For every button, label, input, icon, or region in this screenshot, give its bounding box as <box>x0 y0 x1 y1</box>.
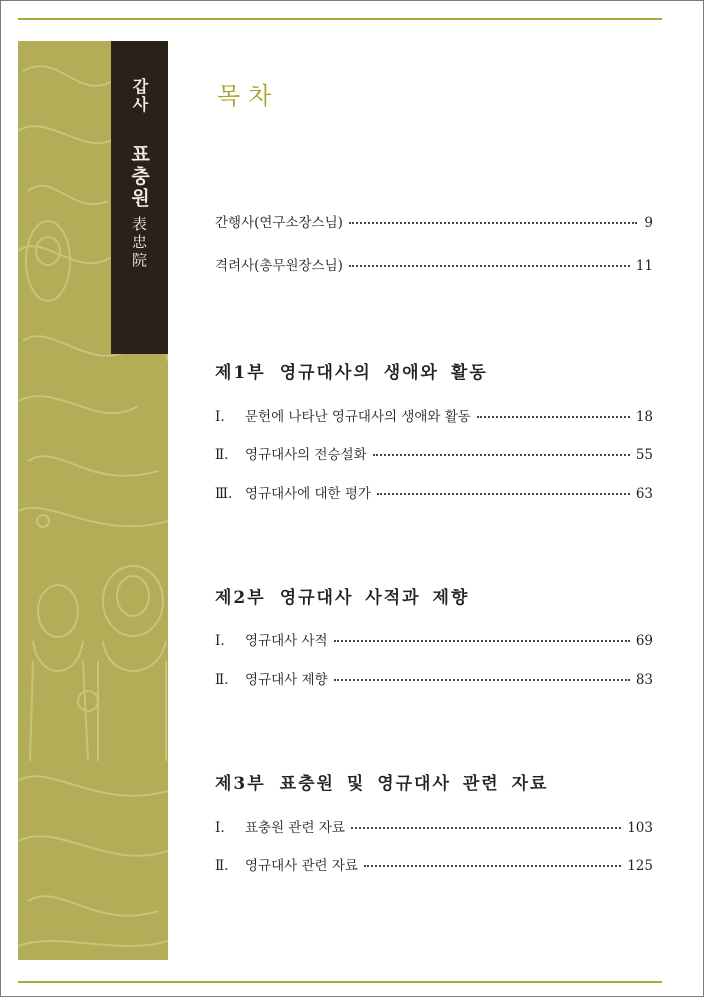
dot-leader <box>349 264 630 267</box>
part-title: 표충원 및 영규대사 관련 자료 <box>279 774 549 794</box>
toc-entry-title: 간행사(연구소장스님) <box>215 215 343 231</box>
toc-entry-title: 영규대사 제향 <box>245 672 328 688</box>
toc-entry-title: 영규대사 관련 자료 <box>245 858 358 874</box>
toc-entry-page: 69 <box>635 633 653 649</box>
dot-leader <box>364 864 621 867</box>
dot-leader <box>334 639 630 642</box>
volume-title-hanja: 表忠院 <box>130 216 148 270</box>
dot-leader <box>351 826 621 829</box>
toc-entry-number: Ⅱ. <box>215 858 229 874</box>
toc-entry-page: 11 <box>635 258 653 274</box>
toc-entry[interactable] <box>215 816 653 838</box>
part-heading <box>215 358 488 383</box>
part-label: 제1부 <box>215 363 266 383</box>
dot-leader <box>349 221 637 224</box>
part-heading <box>215 583 469 608</box>
bottom-rule <box>18 981 662 983</box>
toc-entry[interactable] <box>215 254 653 276</box>
toc-entry-page: 125 <box>627 858 653 874</box>
toc-entry-page: 18 <box>635 409 653 425</box>
part-title: 영규대사의 생애와 활동 <box>279 363 488 383</box>
toc-heading: 목차 <box>217 82 280 110</box>
toc-entry-title: 격려사(총무원장스님) <box>215 258 343 274</box>
toc-entry-title: 표충원 관련 자료 <box>245 820 345 836</box>
dot-leader <box>334 678 630 681</box>
toc-entry-title: 영규대사에 대한 평가 <box>245 486 371 502</box>
toc-entry-page: 9 <box>644 215 653 231</box>
toc-entry[interactable] <box>215 854 653 876</box>
toc-entry-number: Ⅰ. <box>215 633 225 649</box>
toc-entry[interactable] <box>215 405 653 427</box>
toc-entry-number: Ⅰ. <box>215 820 225 836</box>
toc-entry-title: 영규대사의 전승설화 <box>245 447 367 463</box>
volume-title: 표충원 <box>128 144 150 210</box>
toc-entry-title: 문헌에 나타난 영규대사의 생애와 활동 <box>245 409 471 425</box>
toc-entry[interactable] <box>215 211 653 233</box>
dot-leader <box>477 415 630 418</box>
toc-entry[interactable] <box>215 668 653 690</box>
part-title: 영규대사 사적과 제향 <box>279 588 470 608</box>
toc-entry[interactable] <box>215 629 653 651</box>
toc-entry-page: 55 <box>635 447 653 463</box>
toc-entry-page: 63 <box>635 486 653 502</box>
toc-entry-page: 83 <box>635 672 653 688</box>
toc-entry-number: Ⅱ. <box>215 672 229 688</box>
toc-entry[interactable] <box>215 482 653 504</box>
part-label: 제3부 <box>215 774 266 794</box>
series-name: 갑사 <box>130 78 149 114</box>
toc-entry-number: Ⅲ. <box>215 486 233 502</box>
top-rule <box>18 18 662 20</box>
dot-leader <box>373 453 630 456</box>
toc-entry-page: 103 <box>627 820 653 836</box>
part-heading <box>215 769 548 794</box>
toc-entry-number: Ⅱ. <box>215 447 229 463</box>
part-label: 제2부 <box>215 588 266 608</box>
sidebar-title-banner <box>111 41 168 354</box>
toc-entry-number: Ⅰ. <box>215 409 225 425</box>
toc-entry-title: 영규대사 사적 <box>245 633 328 649</box>
toc-entry[interactable] <box>215 443 653 465</box>
dot-leader <box>377 492 630 495</box>
